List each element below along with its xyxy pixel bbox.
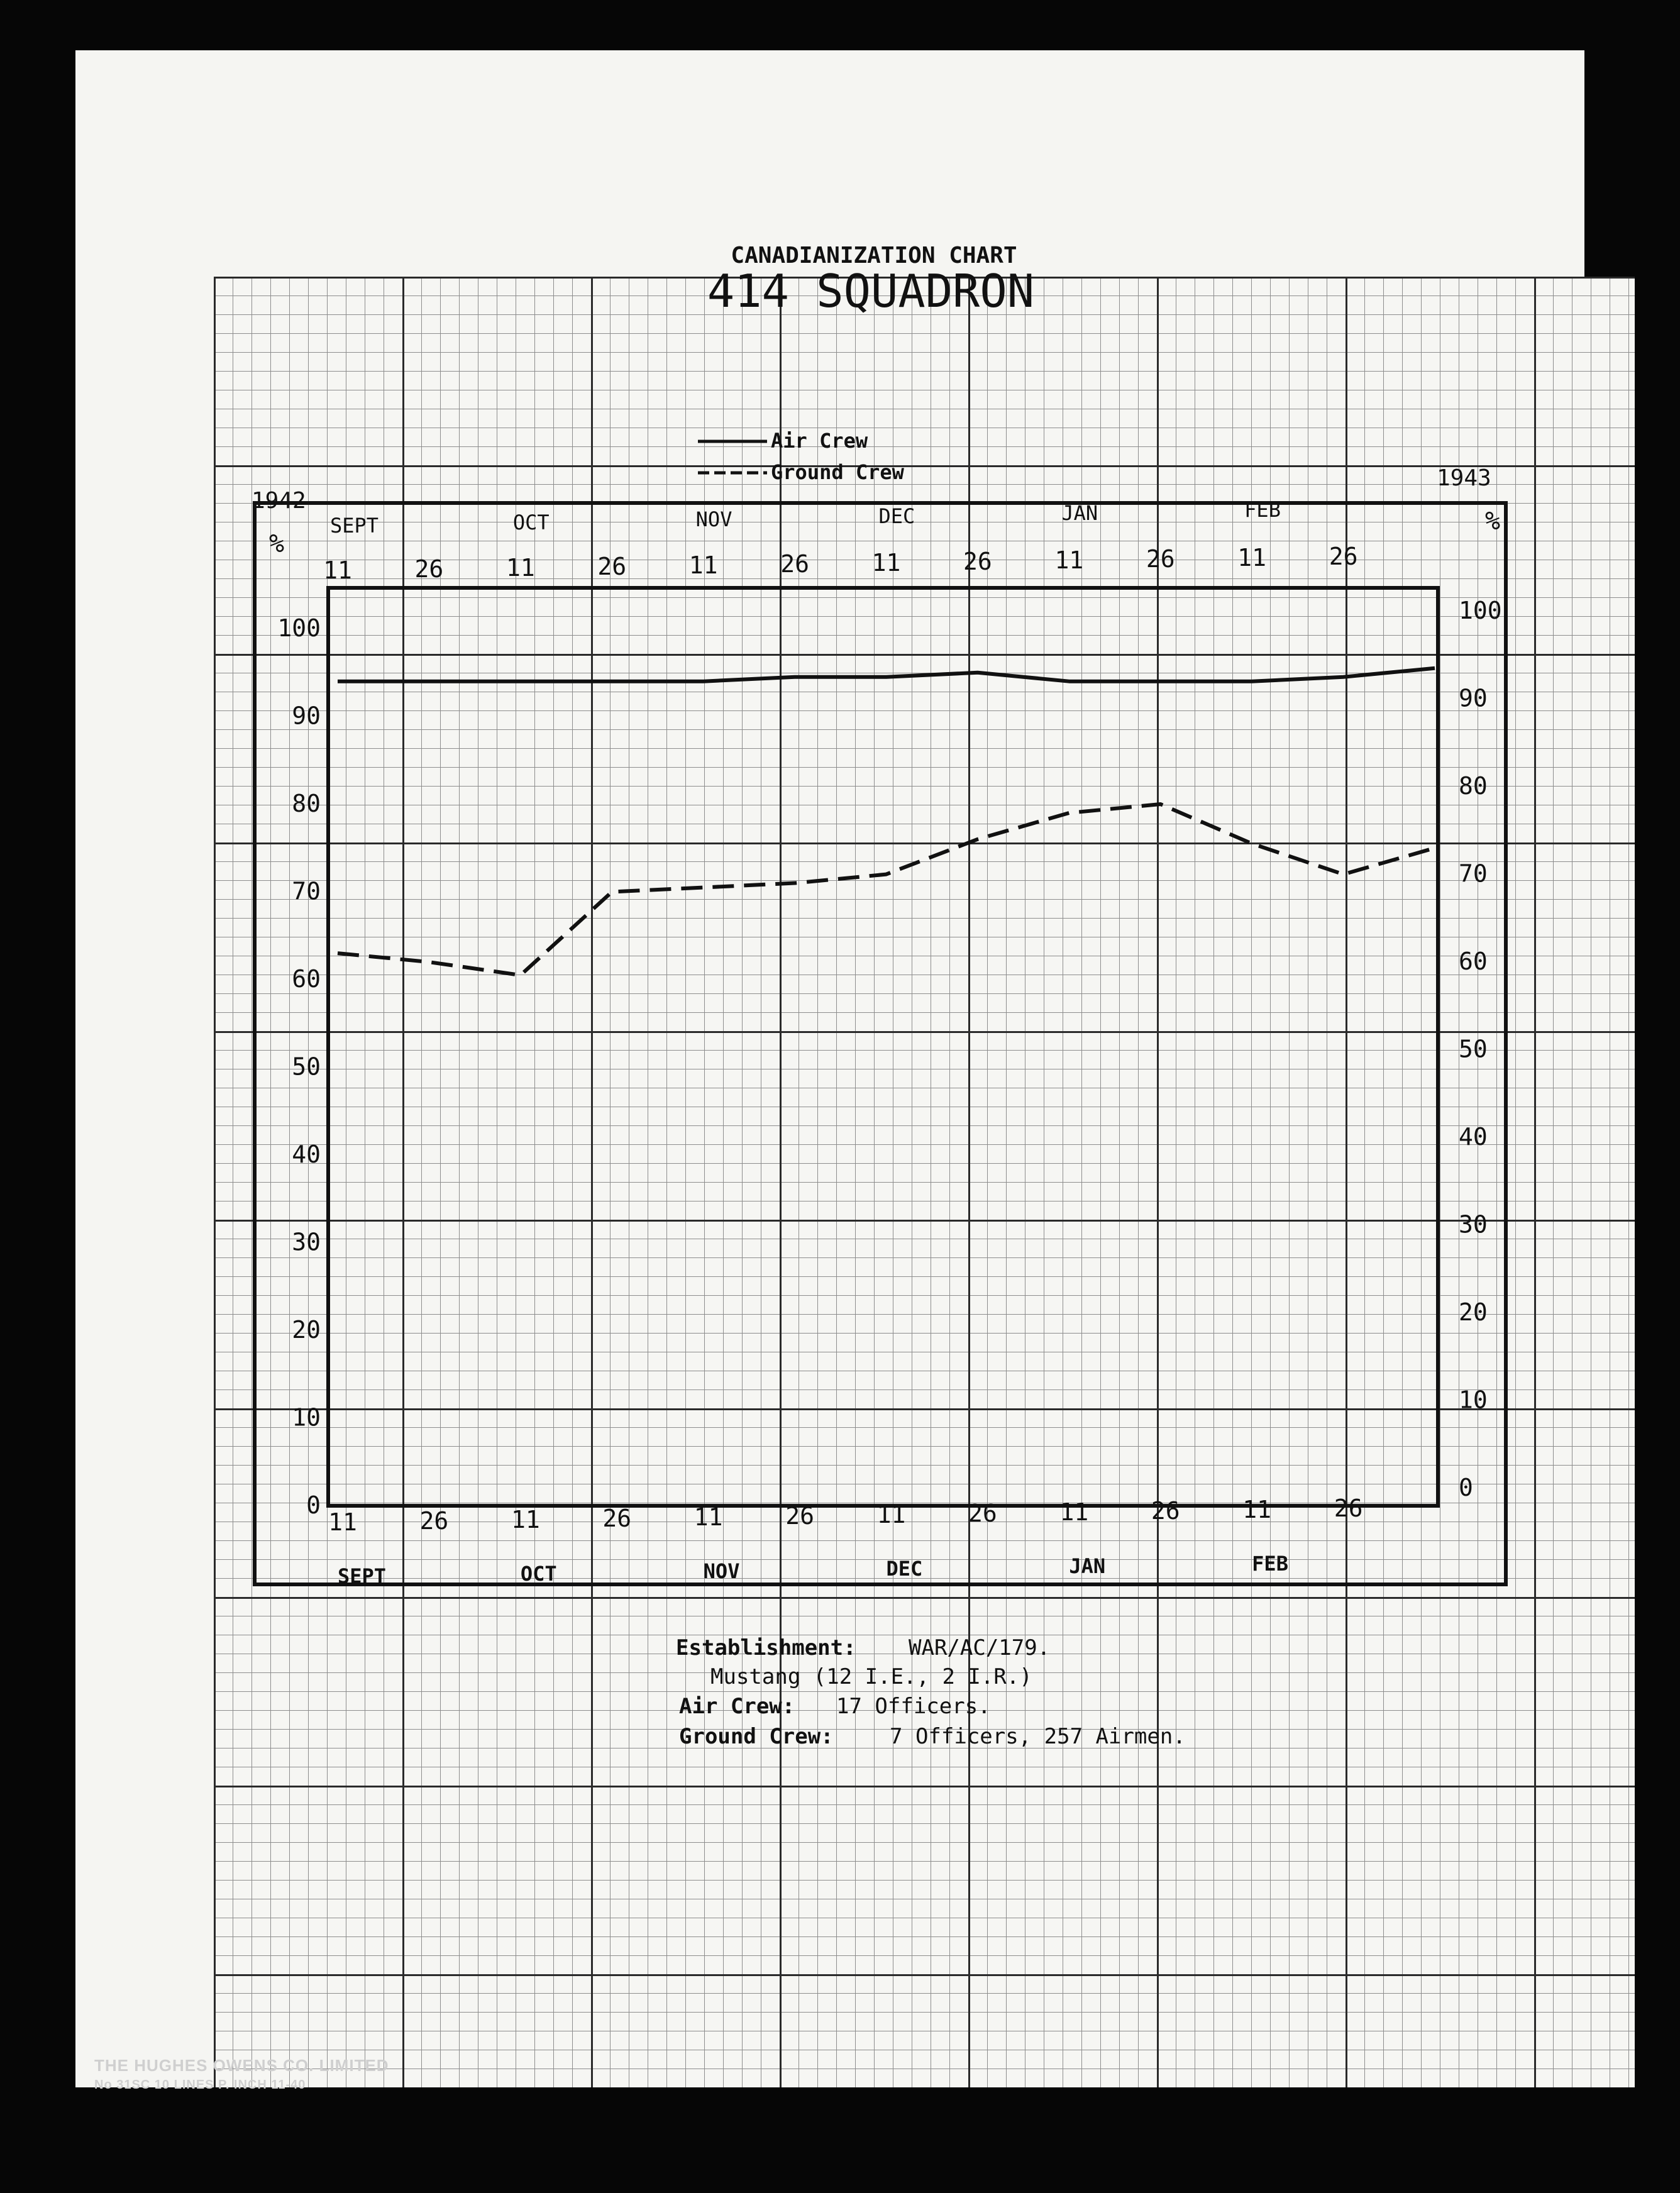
x-tick-label-bottom: 11 xyxy=(511,1506,540,1533)
y-tick-label-right: 60 xyxy=(1459,947,1488,975)
month-label-bottom: NOV xyxy=(703,1559,740,1583)
legend-ground-crew-label: Ground Crew xyxy=(771,460,904,484)
x-tick-label-bottom: 26 xyxy=(1334,1494,1363,1522)
plot-area-frame xyxy=(328,588,1438,1506)
month-label-bottom: OCT xyxy=(520,1562,557,1586)
x-tick-label-top: 11 xyxy=(688,551,718,579)
outer-chart-frame xyxy=(255,503,1506,1584)
y-tick-label-left: 90 xyxy=(292,702,321,730)
month-label-top: JAN xyxy=(1061,501,1098,525)
establishment-notes xyxy=(676,1635,1186,1749)
legend-air-crew-label: Air Crew xyxy=(771,429,868,453)
y-tick-label-right: 100 xyxy=(1459,597,1502,624)
month-label-bottom: SEPT xyxy=(338,1564,387,1588)
x-tick-label-bottom: 11 xyxy=(1059,1498,1089,1526)
y-tick-label-left: 30 xyxy=(292,1228,321,1256)
month-label-top: FEB xyxy=(1244,498,1281,522)
year-left-label: 1942 xyxy=(251,488,306,514)
month-label-top: OCT xyxy=(512,511,550,534)
y-tick-label-right: 0 xyxy=(1459,1474,1473,1501)
y-unit-left: % xyxy=(269,529,285,558)
x-tick-label-top: 11 xyxy=(506,554,535,582)
publisher-imprint xyxy=(94,2056,723,2092)
establishment-value: WAR/AC/179. xyxy=(909,1635,1051,1660)
x-tick-label-bottom: 26 xyxy=(602,1505,632,1532)
y-tick-label-right: 90 xyxy=(1459,684,1488,712)
x-tick-label-top: 26 xyxy=(1146,545,1175,573)
x-tick-label-top: 11 xyxy=(871,549,901,577)
y-tick-label-right: 10 xyxy=(1459,1386,1488,1414)
x-tick-label-bottom: 26 xyxy=(1151,1497,1180,1525)
y-tick-label-left: 100 xyxy=(277,614,321,642)
month-label-bottom: JAN xyxy=(1069,1554,1106,1578)
y-axis-right xyxy=(1459,597,1502,1501)
x-tick-label-top: 26 xyxy=(597,553,627,580)
x-tick-label-bottom: 11 xyxy=(694,1503,723,1531)
air-crew-value: 17 Officers. xyxy=(836,1694,991,1719)
y-tick-label-right: 30 xyxy=(1459,1210,1488,1239)
y-tick-label-right: 40 xyxy=(1459,1123,1488,1151)
x-tick-label-bottom: 11 xyxy=(1242,1496,1272,1523)
x-tick-label-bottom: 11 xyxy=(328,1508,357,1536)
y-tick-label-left: 40 xyxy=(292,1141,321,1168)
y-tick-label-left: 70 xyxy=(292,877,321,905)
y-tick-label-left: 50 xyxy=(292,1052,321,1081)
x-tick-label-bottom: 11 xyxy=(876,1501,906,1528)
month-label-top: NOV xyxy=(695,507,732,531)
y-tick-label-left: 10 xyxy=(292,1403,321,1432)
month-label-top: SEPT xyxy=(330,514,379,538)
publisher-name: THE HUGHES OWENS CO. LIMITED xyxy=(94,2056,389,2075)
x-tick-label-top: 11 xyxy=(1237,544,1267,572)
chart-subtitle: 414 SQUADRON xyxy=(707,265,1035,318)
air-crew-label: Air Crew: xyxy=(679,1694,795,1719)
paper-catalog-number: No 31SC 10 LINES P. INCH 11-40 xyxy=(94,2078,306,2092)
series-line-ground-crew xyxy=(338,804,1435,975)
month-label-bottom: DEC xyxy=(886,1557,923,1581)
y-tick-label-right: 50 xyxy=(1459,1035,1488,1063)
y-axis-left xyxy=(277,614,321,1519)
y-tick-label-left: 0 xyxy=(306,1491,321,1519)
y-tick-label-right: 70 xyxy=(1459,859,1488,888)
aircraft-note: Mustang (12 I.E., 2 I.R.) xyxy=(710,1664,1032,1689)
x-axis-bottom xyxy=(328,1494,1362,1536)
x-axis-top xyxy=(323,543,1357,584)
month-label-bottom: FEB xyxy=(1252,1552,1288,1576)
y-tick-label-right: 20 xyxy=(1459,1298,1488,1326)
month-label-top: DEC xyxy=(878,504,915,528)
chart-legend xyxy=(698,429,905,484)
y-tick-label-left: 20 xyxy=(292,1316,321,1344)
y-tick-label-left: 80 xyxy=(292,790,321,817)
y-tick-label-right: 80 xyxy=(1459,772,1488,800)
y-tick-label-left: 60 xyxy=(292,965,321,993)
series-layer xyxy=(338,668,1435,975)
ground-crew-value: 7 Officers, 257 Airmen. xyxy=(890,1724,1186,1749)
x-tick-label-bottom: 26 xyxy=(785,1502,814,1530)
x-tick-label-top: 11 xyxy=(323,556,352,584)
establishment-label: Establishment: xyxy=(676,1635,856,1660)
x-tick-label-bottom: 26 xyxy=(419,1507,449,1535)
x-tick-label-top: 11 xyxy=(1054,546,1084,574)
x-tick-label-top: 26 xyxy=(963,548,992,575)
x-tick-label-top: 26 xyxy=(414,555,444,583)
x-tick-label-bottom: 26 xyxy=(968,1500,997,1527)
series-line-air-crew xyxy=(338,668,1435,682)
y-unit-right: % xyxy=(1485,507,1501,536)
x-tick-label-top: 26 xyxy=(780,550,809,578)
ground-crew-label: Ground Crew: xyxy=(679,1724,834,1749)
chart-title: CANADIANIZATION CHART xyxy=(731,243,1017,268)
x-tick-label-top: 26 xyxy=(1329,543,1358,570)
year-right-label: 1943 xyxy=(1437,465,1491,491)
